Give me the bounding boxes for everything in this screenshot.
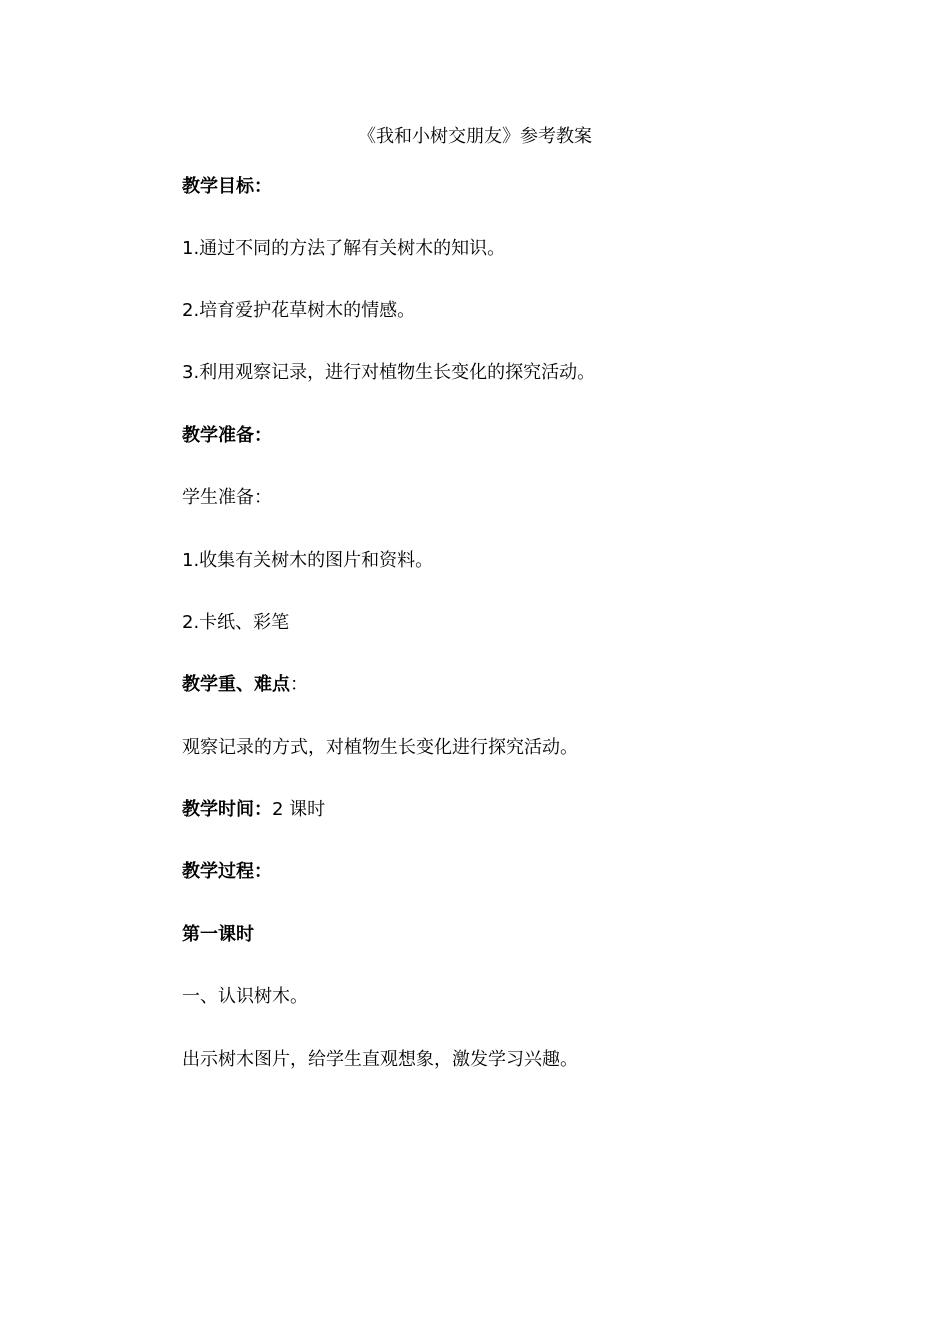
- teaching-time-line: [182, 797, 325, 823]
- section-1-heading: 一、认识树木。: [182, 986, 308, 1007]
- objective-item-2: 2.培育爱护花草树木的情感。: [182, 300, 416, 321]
- section-1-text: 出示树木图片，给学生直观想象，激发学习兴趣。: [182, 1049, 578, 1070]
- preparation-item-1: 1.收集有关树木的图片和资料。: [182, 550, 434, 571]
- process-heading: 教学过程：: [182, 861, 272, 882]
- objective-item-1: 1.通过不同的方法了解有关树木的知识。: [182, 238, 506, 259]
- student-preparation-label: 学生准备：: [182, 487, 272, 508]
- preparation-heading: 教学准备：: [182, 425, 272, 446]
- teaching-time-value: 2 课时: [272, 799, 326, 820]
- key-points-heading: 教学重、难点: [182, 674, 290, 695]
- key-points-colon: ：: [290, 674, 308, 695]
- document-title: 《我和小树交朋友》参考教案: [358, 126, 592, 147]
- key-points-text: 观察记录的方式，对植物生长变化进行探究活动。: [182, 737, 578, 758]
- lesson-1-heading: 第一课时: [182, 924, 254, 945]
- objective-item-3: 3.利用观察记录，进行对植物生长变化的探究活动。: [182, 362, 596, 383]
- key-points-line: [182, 672, 308, 698]
- objectives-heading: 教学目标：: [182, 176, 272, 197]
- teaching-time-label: 教学时间：: [182, 799, 272, 820]
- preparation-item-2: 2.卡纸、彩笔: [182, 612, 290, 633]
